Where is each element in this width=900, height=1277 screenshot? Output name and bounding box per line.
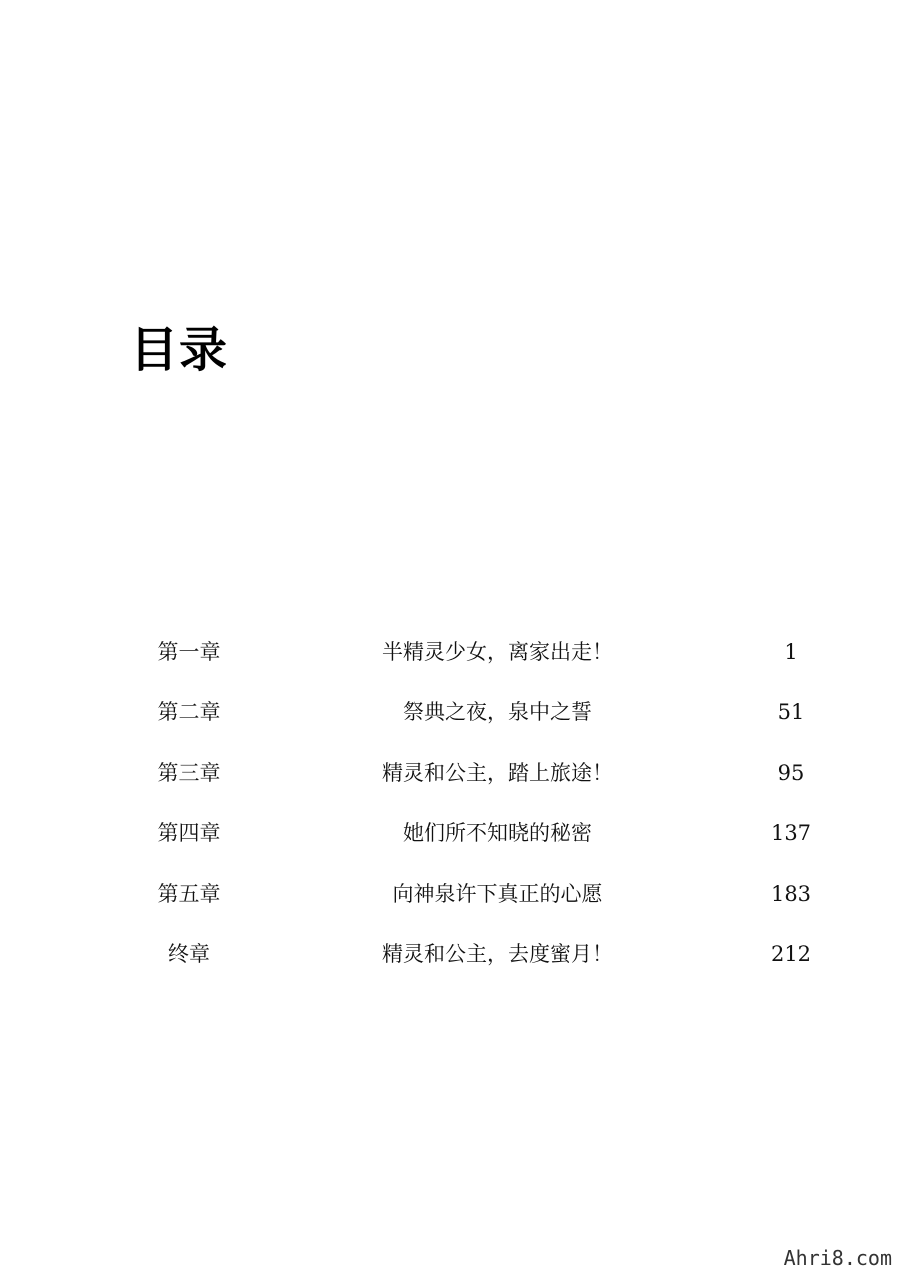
- toc-page-number: 95: [777, 760, 805, 785]
- toc-chapter-title: 她们所不知晓的秘密: [403, 821, 592, 846]
- toc-entry[interactable]: [0, 924, 900, 984]
- toc-page-number: 137: [770, 821, 812, 846]
- toc-chapter-label: 第五章: [157, 881, 221, 906]
- toc-chapter-title: 祭典之夜，泉中之誓: [403, 700, 592, 725]
- table-of-contents: [0, 622, 900, 984]
- toc-entry[interactable]: [0, 743, 900, 803]
- toc-page-number: 51: [777, 700, 805, 725]
- toc-entry[interactable]: [0, 682, 900, 742]
- toc-page-number: 1: [784, 640, 798, 664]
- toc-chapter-label: 终章: [168, 941, 210, 966]
- watermark-text: Ahri8.com: [783, 1246, 892, 1270]
- toc-chapter-label: 第二章: [157, 700, 221, 725]
- toc-chapter-title: 半精灵少女，离家出走！: [382, 640, 613, 664]
- toc-entry[interactable]: [0, 803, 900, 863]
- toc-chapter-label: 第一章: [157, 640, 221, 664]
- toc-entry[interactable]: [0, 864, 900, 924]
- toc-chapter-label: 第三章: [157, 760, 221, 785]
- toc-chapter-title: 向神泉许下真正的心愿: [392, 881, 603, 906]
- toc-page-number: 183: [770, 881, 812, 906]
- toc-page-number: 212: [770, 941, 812, 966]
- toc-entry[interactable]: [0, 622, 900, 682]
- toc-chapter-label: 第四章: [157, 821, 221, 846]
- toc-chapter-title: 精灵和公主，去度蜜月！: [382, 941, 613, 966]
- toc-chapter-title: 精灵和公主，踏上旅途！: [382, 760, 613, 785]
- page-title: 目录: [130, 322, 229, 378]
